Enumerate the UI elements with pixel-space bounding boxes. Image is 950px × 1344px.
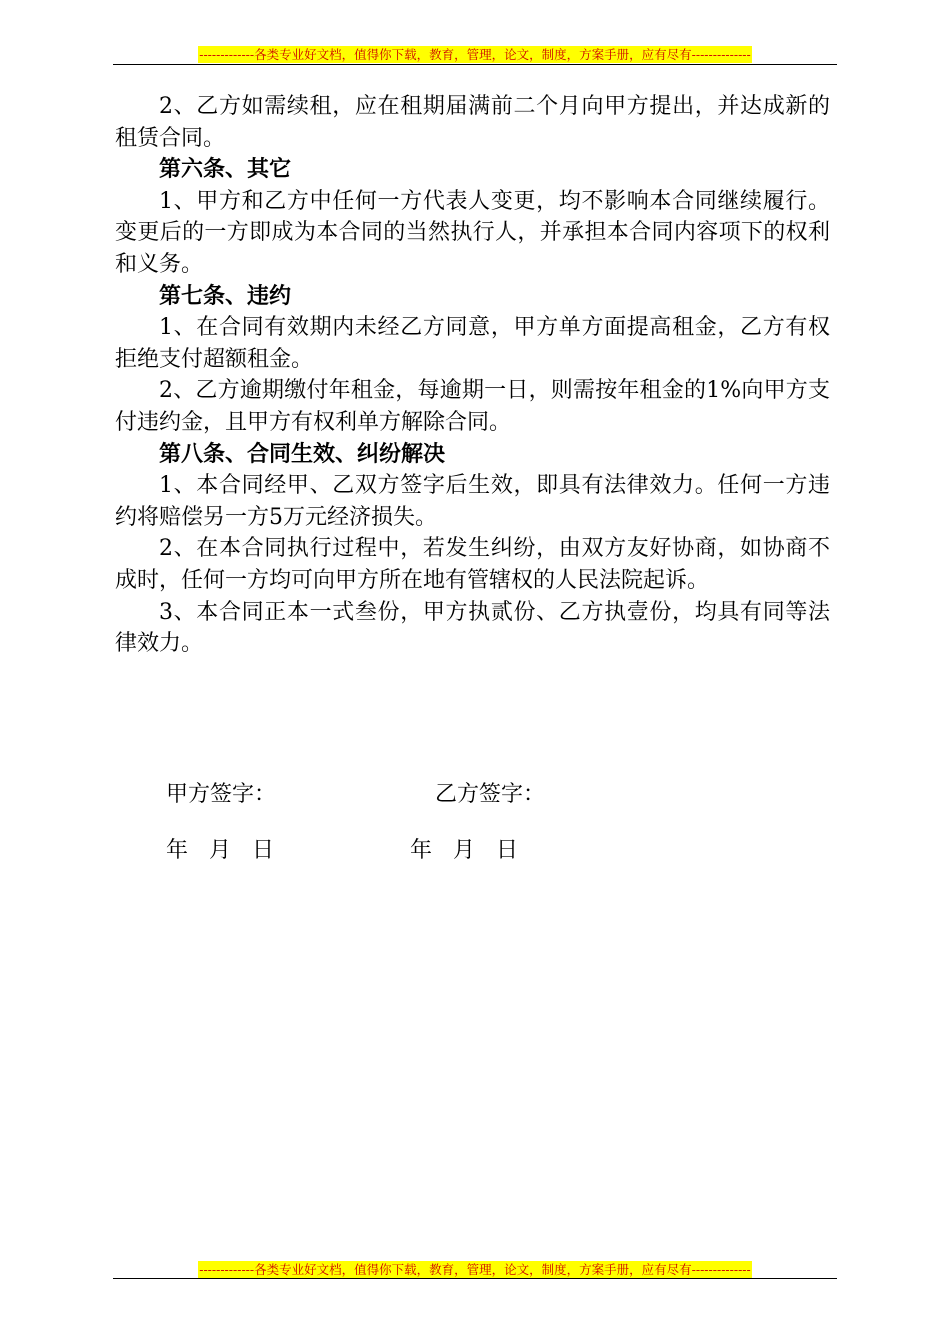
contract-body bbox=[115, 91, 830, 660]
clause-8-item-3: 3、本合同正本一式叁份，甲方执贰份、乙方执壹份，均具有同等法律效力。 bbox=[115, 599, 830, 657]
clause-7-item-2: 2、乙方逾期缴付年租金，每逾期一日，则需按年租金的1%向甲方支付违约金，且甲方有权利单方解除合同。 bbox=[115, 378, 830, 435]
clause-5-item-2: 2、乙方如需续租，应在租期届满前二个月向甲方提出，并达成新的租赁合同。 bbox=[115, 94, 830, 151]
party-a-date: 年 月 日 bbox=[166, 838, 274, 863]
footer-rule bbox=[113, 1278, 837, 1279]
clause-8-item-2: 2、在本合同执行过程中，若发生纠纷，由双方友好协商，如协商不成时，任何一方均可向甲方所在地有管辖权的人民法院起诉。 bbox=[115, 536, 830, 593]
article-8-heading: 第八条、合同生效、纠纷解决 bbox=[159, 440, 446, 467]
article-7-heading: 第七条、违约 bbox=[159, 282, 292, 309]
clause-8-item-1: 1、本合同经甲、乙双方签字后生效，即具有法律效力。任何一方违约将赔偿另一方5万元经济损失。 bbox=[115, 473, 830, 530]
header-rule bbox=[113, 64, 837, 65]
footer-banner-text: -------------各类专业好文档，值得你下载，教育，管理，论文，制度，方案手册，应有尽有-------------- bbox=[199, 1262, 751, 1277]
article-6-heading: 第六条、其它 bbox=[159, 156, 292, 183]
party-a-signature-label: 甲方签字： bbox=[166, 782, 277, 807]
header-banner-text: -------------各类专业好文档，值得你下载，教育，管理，论文，制度，方案手册，应有尽有-------------- bbox=[199, 47, 751, 62]
footer-banner bbox=[113, 1259, 837, 1278]
clause-6-item-1: 1、甲方和乙方中任何一方代表人变更，均不影响本合同继续履行。变更后的一方即成为本合同的当然执行人，并承担本合同内容项下的权利和义务。 bbox=[115, 188, 830, 277]
party-b-signature-label: 乙方签字： bbox=[435, 782, 546, 807]
header-banner bbox=[113, 44, 837, 63]
party-b-date: 年 月 日 bbox=[410, 838, 518, 863]
clause-7-item-1: 1、在合同有效期内未经乙方同意，甲方单方面提高租金，乙方有权拒绝支付超额租金。 bbox=[115, 315, 830, 372]
